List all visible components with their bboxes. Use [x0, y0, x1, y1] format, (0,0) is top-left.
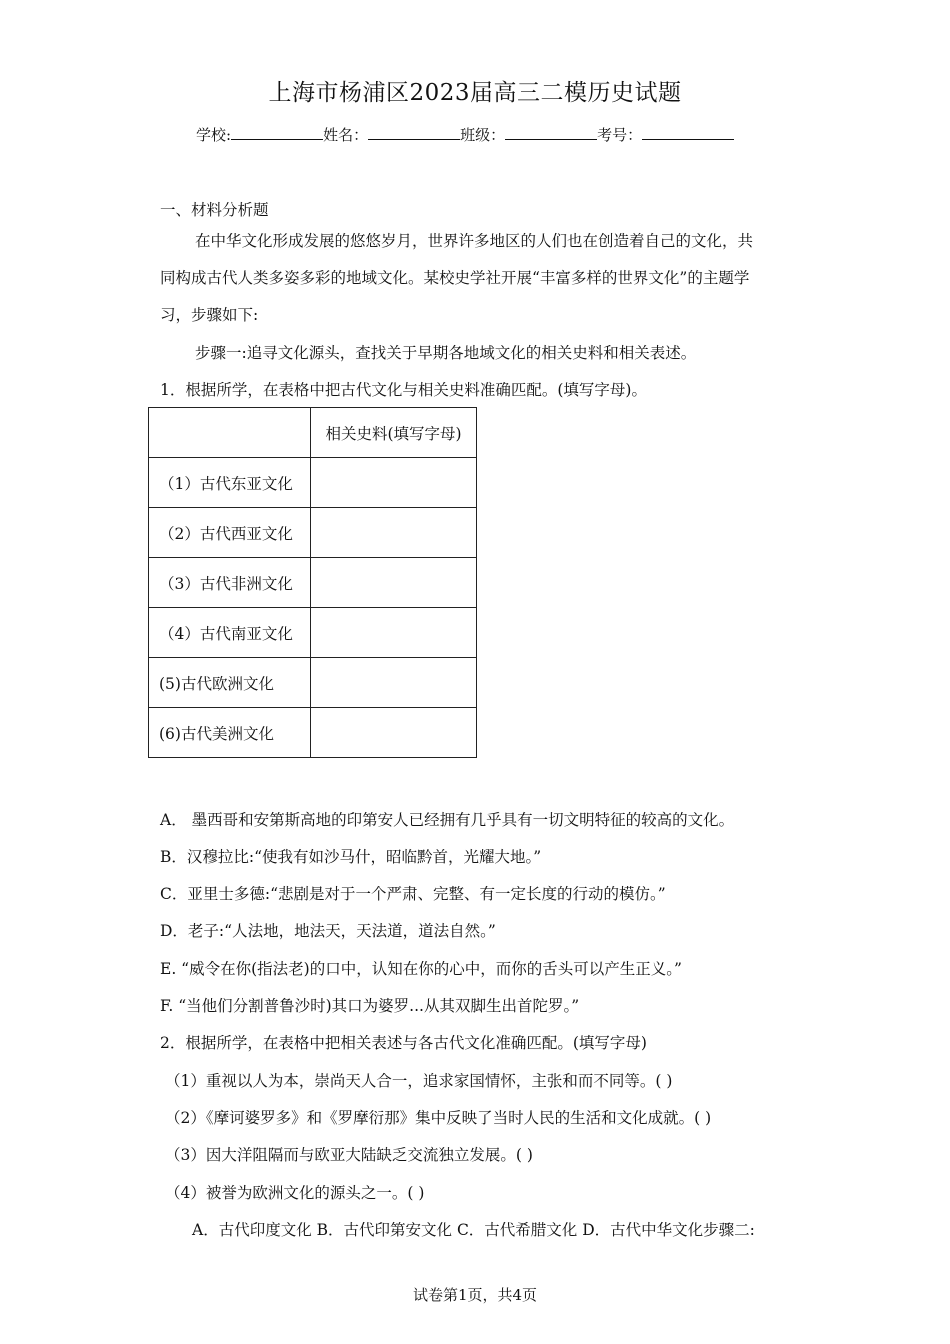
culture-cell: （2）古代西亚文化: [149, 508, 311, 558]
option-a: A． 墨西哥和安第斯高地的印第安人已经拥有几乎具有一切文明特征的较高的文化。: [160, 811, 735, 829]
table-row: [149, 708, 477, 758]
answer-cell[interactable]: [311, 608, 477, 658]
table-corner-cell: [149, 408, 311, 458]
answer-cell[interactable]: [311, 458, 477, 508]
section-heading: 一、材料分析题: [160, 201, 269, 219]
q2-item: （4）被誉为欧洲文化的源头之一。( ): [165, 1184, 425, 1202]
option-f: F. “当他们分割普鲁沙时)其口为婆罗...从其双脚生出首陀罗。”: [160, 997, 580, 1015]
table-row: [149, 508, 477, 558]
name-label: 姓名：: [323, 126, 369, 144]
exam-number-blank[interactable]: [642, 125, 734, 140]
q1-matching-table: [148, 407, 477, 758]
name-blank[interactable]: [368, 125, 460, 140]
answer-cell[interactable]: [311, 658, 477, 708]
culture-cell: （4）古代南亚文化: [149, 608, 311, 658]
table-row: [149, 558, 477, 608]
q1-prompt: 1．根据所学，在表格中把古代文化与相关史料准确匹配。(填写字母)。: [160, 381, 647, 399]
answer-cell[interactable]: [311, 558, 477, 608]
culture-cell: （3）古代非洲文化: [149, 558, 311, 608]
answer-cell[interactable]: [311, 708, 477, 758]
option-b: B．汉穆拉比:“使我有如沙马什，昭临黔首，光耀大地。”: [160, 848, 542, 866]
q2-choices: A．古代印度文化 B．古代印第安文化 C．古代希腊文化 D．古代中华文化步骤二:: [192, 1221, 755, 1239]
student-info-line: [196, 124, 734, 145]
table-header-row: [149, 408, 477, 458]
table-row: [149, 458, 477, 508]
table-row: [149, 608, 477, 658]
class-label: 班级：: [460, 126, 506, 144]
option-c: C．亚里士多德:“悲剧是对于一个严肃、完整、有一定长度的行动的模仿。”: [160, 885, 666, 903]
page-footer: 试卷第1页，共4页: [412, 1286, 538, 1304]
q2-item: （1）重视以人为本，崇尚天人合一，追求家国情怀，主张和而不同等。( ): [165, 1072, 673, 1090]
q2-item: （3）因大洋阻隔而与欧亚大陆缺乏交流独立发展。( ): [165, 1146, 533, 1164]
table-row: [149, 658, 477, 708]
intro-line: 习，步骤如下:: [160, 306, 259, 324]
option-d: D．老子:“人法地，地法天，天法道，道法自然。”: [160, 922, 496, 940]
intro-line: 在中华文化形成发展的悠悠岁月，世界许多地区的人们也在创造着自己的文化，共: [195, 232, 754, 250]
option-e: E. “威令在你(指法老)的口中，认知在你的心中，而你的舌头可以产生正义。”: [160, 960, 682, 978]
q2-item: （2）《摩诃婆罗多》和《罗摩衍那》集中反映了当时人民的生活和文化成就。( ): [165, 1109, 712, 1127]
q2-prompt: 2．根据所学，在表格中把相关表述与各古代文化准确匹配。(填写字母): [160, 1034, 647, 1052]
culture-cell: (5)古代欧洲文化: [149, 658, 311, 708]
culture-cell: （1）古代东亚文化: [149, 458, 311, 508]
page-title: 上海市杨浦区2023届高三二模历史试题: [268, 80, 682, 106]
step1-text: 步骤一:追寻文化源头，查找关于早期各地域文化的相关史料和相关表述。: [195, 344, 697, 362]
school-blank[interactable]: [231, 125, 323, 140]
school-label: 学校:: [196, 126, 232, 144]
exam-number-label: 考号：: [597, 126, 643, 144]
answer-cell[interactable]: [311, 508, 477, 558]
culture-cell: (6)古代美洲文化: [149, 708, 311, 758]
intro-line: 同构成古代人类多姿多彩的地域文化。某校史学社开展“丰富多样的世界文化”的主题学: [160, 269, 750, 287]
table-header-cell: 相关史料(填写字母): [311, 408, 477, 458]
class-blank[interactable]: [505, 125, 597, 140]
